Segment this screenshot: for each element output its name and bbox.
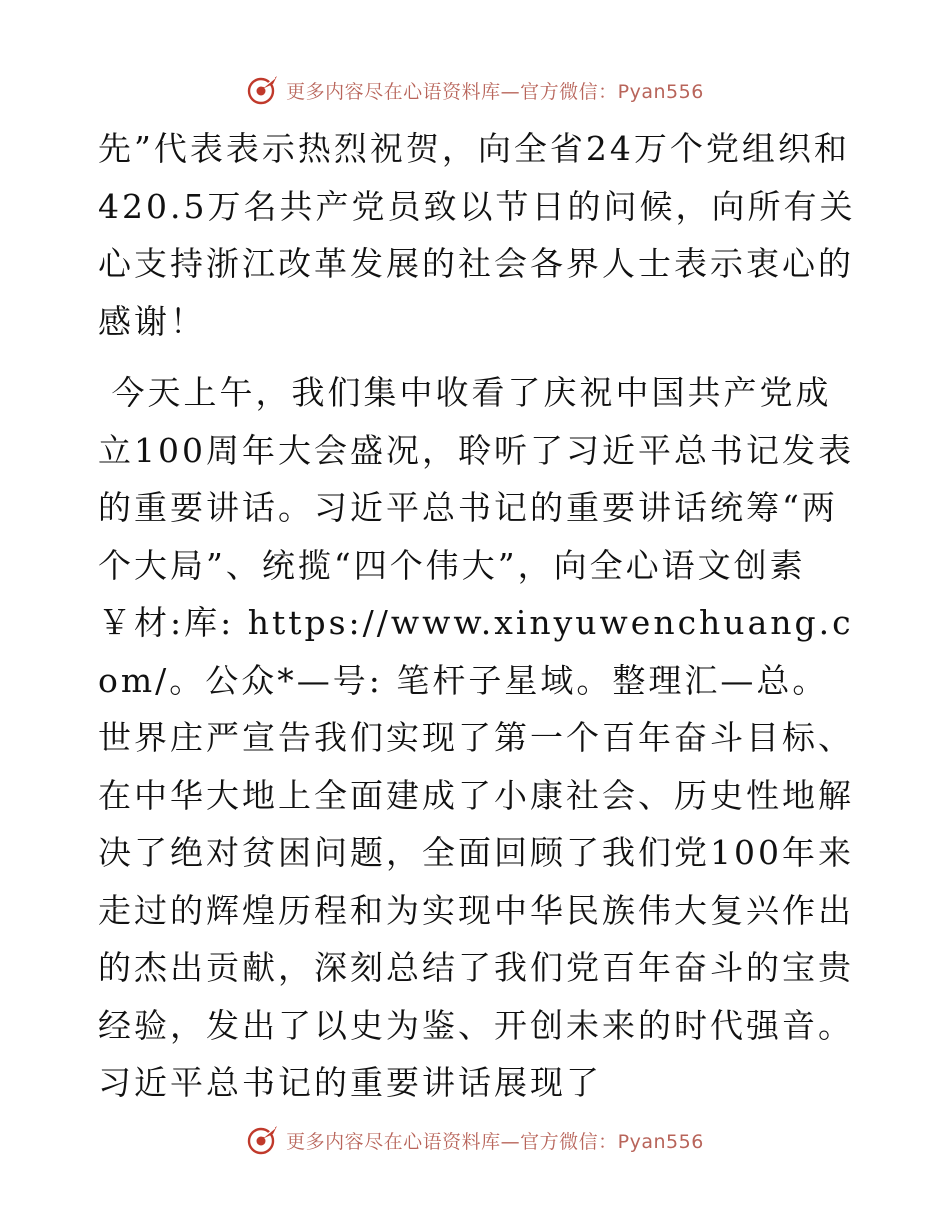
pen-nib-icon <box>246 1123 280 1157</box>
document-body <box>98 120 858 1112</box>
paragraph-1: 先”代表表示热烈祝贺，向全省24万个党组织和420.5万名共产党员致以节日的问候，向所有关心支持浙江改革发展的社会各界人士表示衷心的感谢！ <box>98 129 856 341</box>
header-banner <box>0 70 950 110</box>
footer-banner-text: 更多内容尽在心语资料库—官方微信：Pyan556 <box>286 1130 704 1153</box>
paragraph-2: 今天上午，我们集中收看了庆祝中国共产党成立100周年大会盛况，聆听了习近平总书记发表的重要讲话。习近平总书记的重要讲话统筹“两个大局”、统揽“四个伟大”，向全心语文创素￥材:库: https://www.xinyuwenchuang.com/。公众*—号: 笔杆子星域。整理汇—总。世界庄严宣告我们实现了第一个百年奋斗目标、在中华大地上全面建成了小康社会、历史性地解决了绝对贫困问题，全面回顾了我们党100年来走过的辉煌历程和为实现中华民族伟大复兴作出的杰出贡献，深刻总结了我们党百年奋斗的宝贵经验，发出了以史为鉴、开创未来的时代强音。习近平总书记的重要讲话展现了 <box>98 373 854 1102</box>
header-banner-text: 更多内容尽在心语资料库—官方微信：Pyan556 <box>286 80 704 103</box>
footer-banner <box>0 1120 950 1160</box>
pen-nib-icon <box>246 73 280 107</box>
